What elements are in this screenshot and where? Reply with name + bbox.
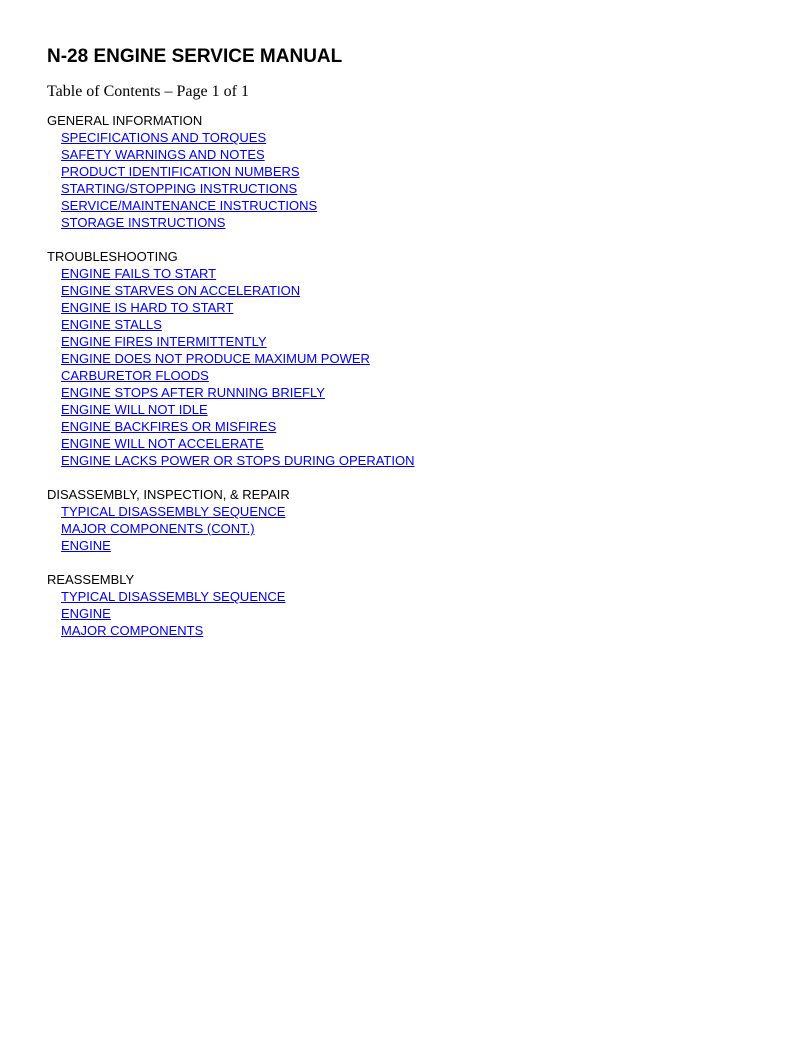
section-link-list (47, 129, 767, 231)
list-item (61, 197, 767, 214)
list-item (61, 452, 767, 469)
toc-link[interactable]: MAJOR COMPONENTS (61, 623, 204, 638)
section-link-list (47, 503, 767, 554)
document-page (47, 44, 767, 656)
toc-link[interactable]: ENGINE FAILS TO START (61, 266, 217, 281)
toc-section (47, 571, 767, 639)
toc-link[interactable]: ENGINE (61, 606, 111, 621)
toc-link[interactable]: SAFETY WARNINGS AND NOTES (61, 147, 265, 162)
toc-link[interactable]: ENGINE WILL NOT ACCELERATE (61, 436, 264, 451)
list-item (61, 265, 767, 282)
toc-section (47, 248, 767, 469)
page-title: N-28 ENGINE SERVICE MANUAL (47, 46, 343, 67)
section-heading: GENERAL INFORMATION (47, 113, 203, 128)
toc-link[interactable]: ENGINE STALLS (61, 317, 162, 332)
list-item (61, 520, 767, 537)
toc-link[interactable]: SERVICE/MAINTENANCE INSTRUCTIONS (61, 198, 318, 213)
list-item (61, 163, 767, 180)
toc-link[interactable]: ENGINE IS HARD TO START (61, 300, 234, 315)
list-item (61, 146, 767, 163)
toc-link[interactable]: STARTING/STOPPING INSTRUCTIONS (61, 181, 298, 196)
list-item (61, 503, 767, 520)
section-heading: REASSEMBLY (47, 572, 135, 587)
list-item (61, 605, 767, 622)
toc-link[interactable]: ENGINE BACKFIRES OR MISFIRES (61, 419, 277, 434)
toc-link[interactable]: SPECIFICATIONS AND TORQUES (61, 130, 267, 145)
list-item (61, 384, 767, 401)
toc-link[interactable]: TYPICAL DISASSEMBLY SEQUENCE (61, 504, 286, 519)
section-link-list (47, 265, 767, 469)
toc-link[interactable]: TYPICAL DISASSEMBLY SEQUENCE (61, 589, 286, 604)
section-heading: DISASSEMBLY, INSPECTION, & REPAIR (47, 487, 290, 502)
list-item (61, 316, 767, 333)
list-item (61, 214, 767, 231)
list-item (61, 588, 767, 605)
table-of-contents (47, 112, 767, 639)
toc-section (47, 112, 767, 231)
list-item (61, 350, 767, 367)
page-subtitle: Table of Contents – Page 1 of 1 (47, 83, 249, 100)
list-item (61, 622, 767, 639)
list-item (61, 418, 767, 435)
toc-link[interactable]: MAJOR COMPONENTS (CONT.) (61, 521, 255, 536)
list-item (61, 282, 767, 299)
list-item (61, 367, 767, 384)
toc-link[interactable]: ENGINE LACKS POWER OR STOPS DURING OPERATION (61, 453, 415, 468)
toc-section (47, 486, 767, 554)
toc-link[interactable]: ENGINE DOES NOT PRODUCE MAXIMUM POWER (61, 351, 370, 366)
toc-link[interactable]: STORAGE INSTRUCTIONS (61, 215, 226, 230)
toc-link[interactable]: CARBURETOR FLOODS (61, 368, 209, 383)
list-item (61, 129, 767, 146)
toc-link[interactable]: PRODUCT IDENTIFICATION NUMBERS (61, 164, 300, 179)
list-item (61, 537, 767, 554)
list-item (61, 401, 767, 418)
list-item (61, 180, 767, 197)
toc-link[interactable]: ENGINE (61, 538, 111, 553)
section-heading: TROUBLESHOOTING (47, 249, 178, 264)
list-item (61, 435, 767, 452)
toc-link[interactable]: ENGINE FIRES INTERMITTENTLY (61, 334, 267, 349)
list-item (61, 333, 767, 350)
toc-link[interactable]: ENGINE STOPS AFTER RUNNING BRIEFLY (61, 385, 325, 400)
section-link-list (47, 588, 767, 639)
list-item (61, 299, 767, 316)
toc-link[interactable]: ENGINE STARVES ON ACCELERATION (61, 283, 301, 298)
toc-link[interactable]: ENGINE WILL NOT IDLE (61, 402, 208, 417)
